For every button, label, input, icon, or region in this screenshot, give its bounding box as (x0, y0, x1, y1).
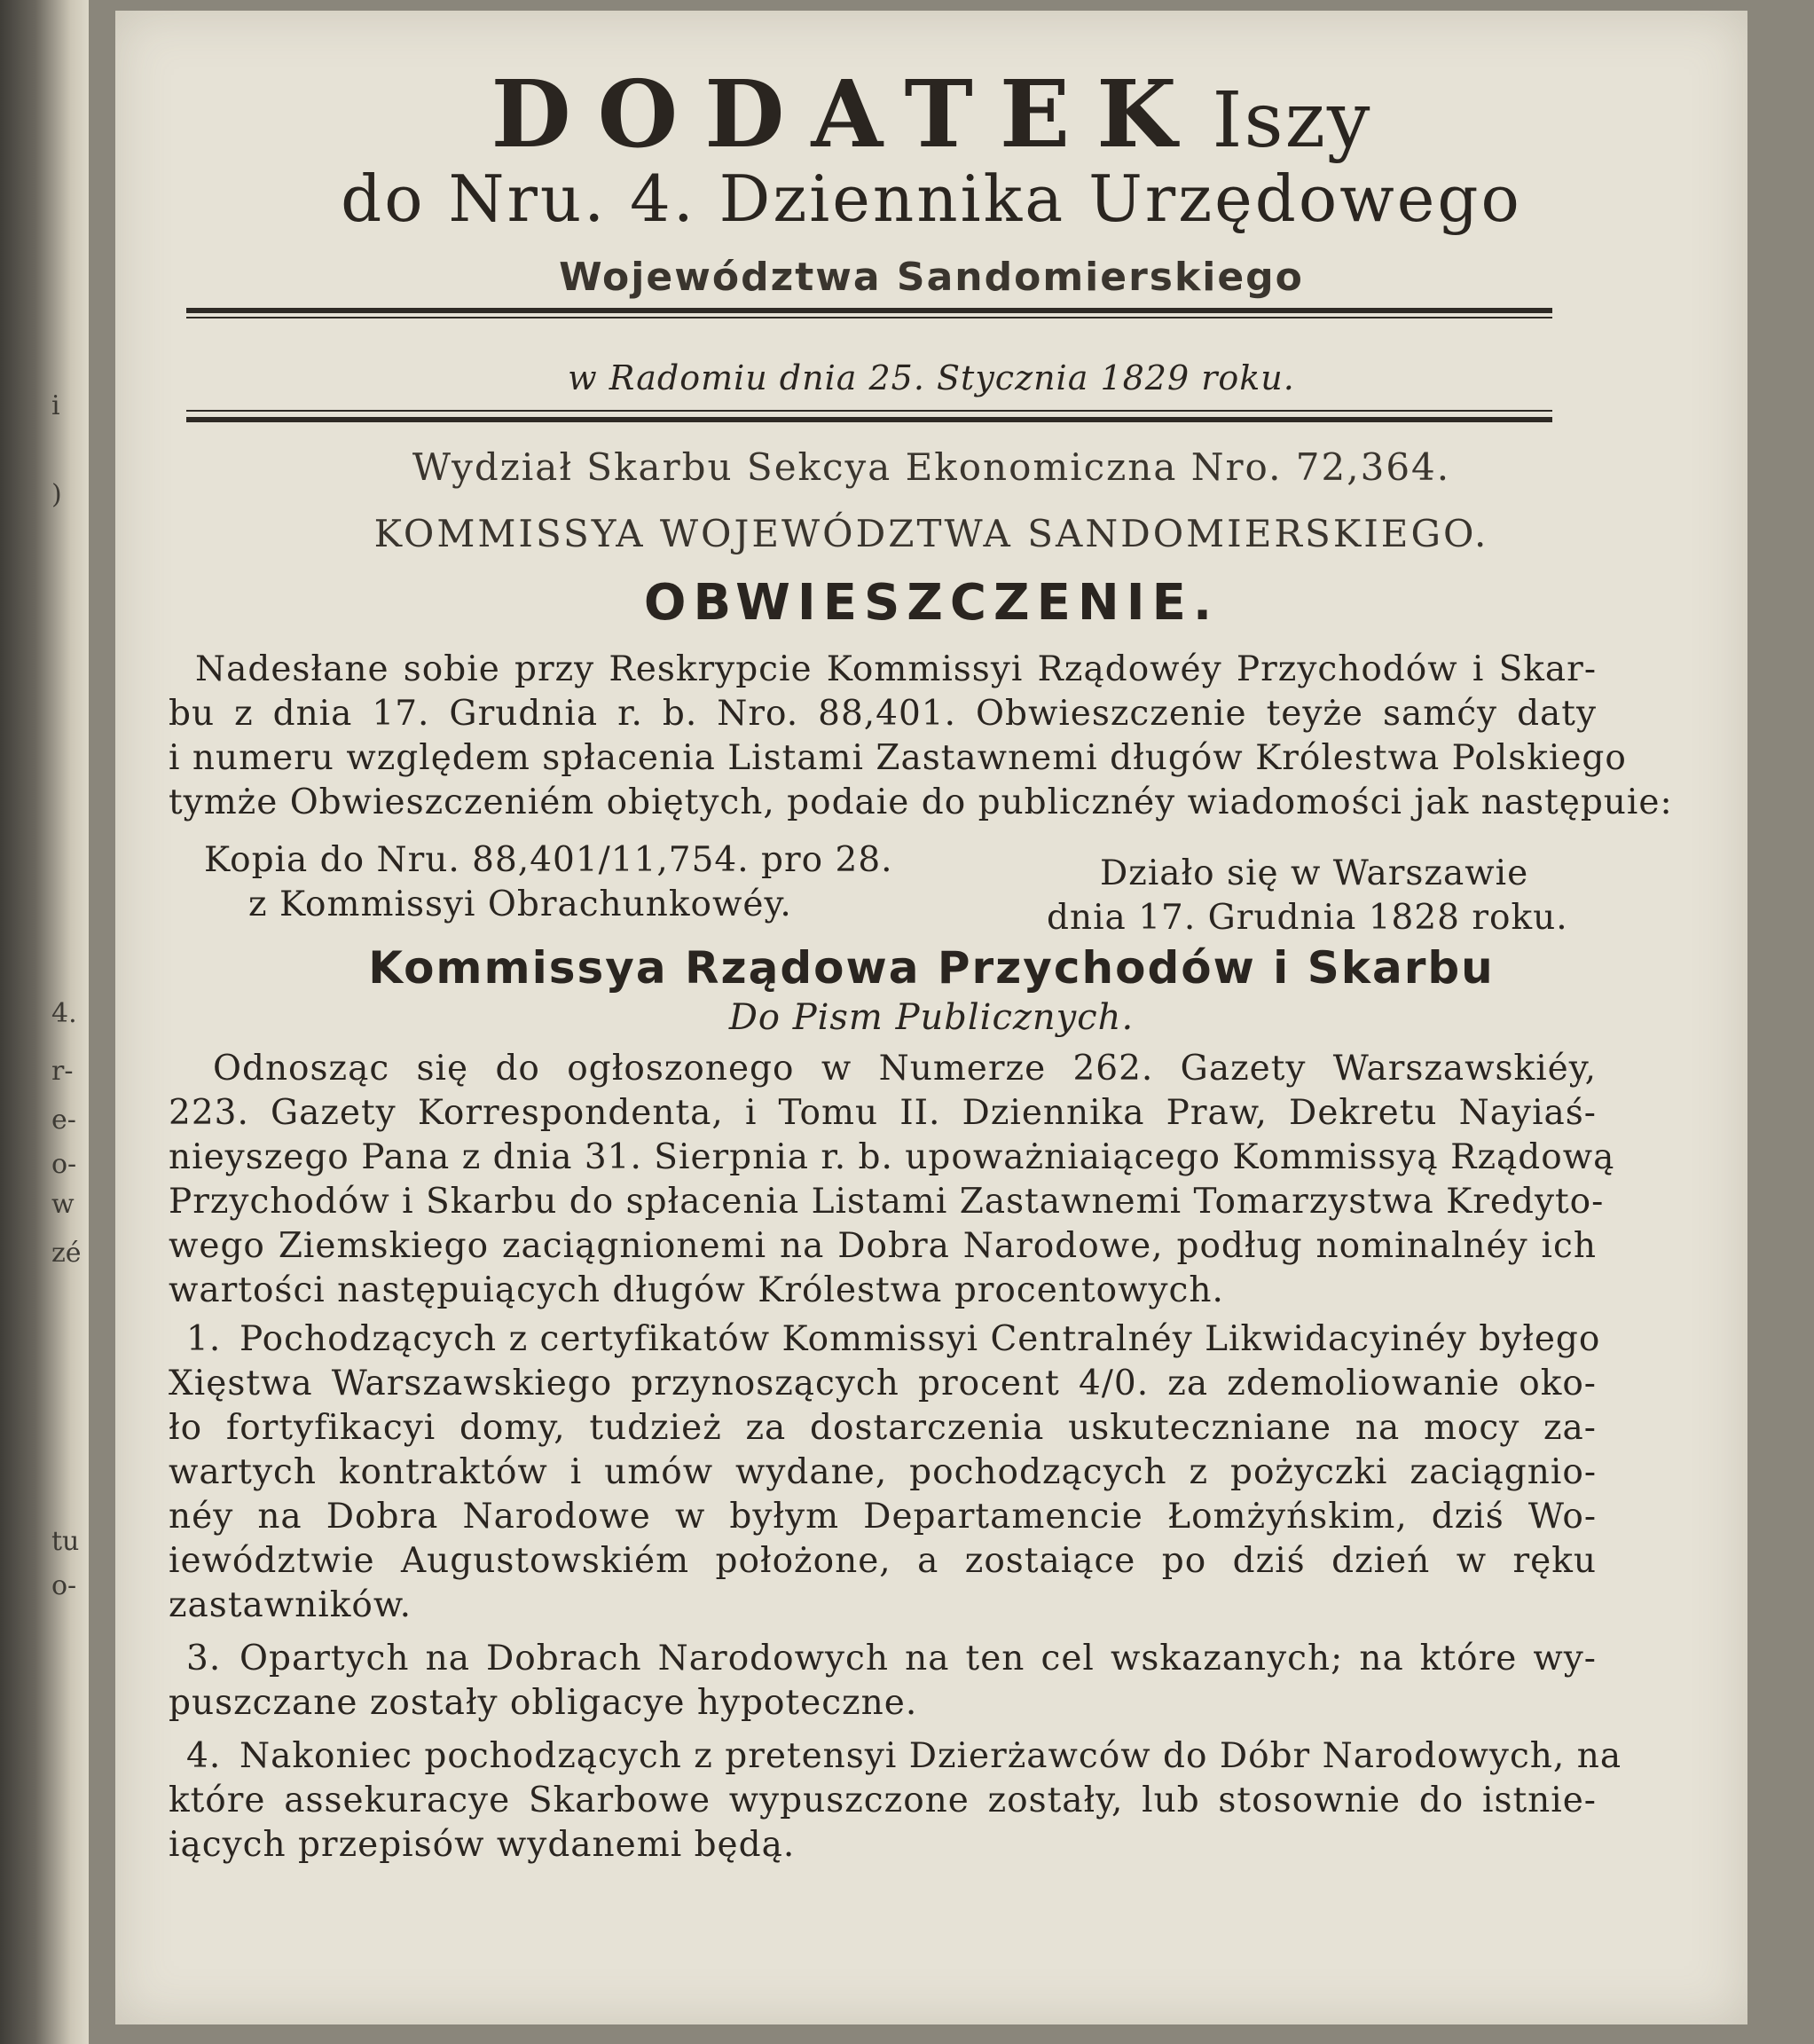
main-paragraph-line: nieyszego Pana z dnia 31. Sierpnia r. b. upoważniaiącego Kommissyą Rządową (169, 1137, 1615, 1177)
item-line: które assekuracye Skarbowe wypuszczone zostały, lub stosownie do istnie- (169, 1781, 1597, 1820)
gutter-fragment: e- (51, 1105, 76, 1136)
intro-line: tymże Obwieszczeniém obiętych, podaie do publicznéy wiadomości jak następuie: (169, 782, 1673, 822)
copy-date: dnia 17. Grudnia 1828 roku. (1047, 898, 1568, 938)
document-page (115, 11, 1747, 2024)
main-paragraph-line: Odnosząc się do ogłoszonego w Numerze 262. Gazety Warszawskiéy, (213, 1049, 1597, 1089)
intro-line: bu z dnia 17. Grudnia r. b. Nro. 88,401. Obwieszczenie teyże samćy daty (169, 694, 1597, 734)
item-line: Nakoniec pochodzących z pretensyi Dzierżawców do Dóbr Narodowych, na (240, 1736, 1622, 1776)
gutter-fragment: ) (51, 479, 62, 510)
notice-heading: OBWIESZCZENIE. (643, 574, 1220, 632)
item-line: iących przepisów wydanemi będą. (169, 1825, 796, 1865)
item-line: ło fortyfikacyi domy, tudzież za dostarczenia uskuteczniane na mocy za- (169, 1408, 1597, 1448)
intro-line: i numeru względem spłacenia Listami Zastawnemi długów Królestwa Polskiego (169, 738, 1627, 778)
item-line: iewództwie Augustowskiém położone, a zostaiące po dziś dzień w ręku (169, 1541, 1597, 1581)
commission-subheading: Do Pism Publicznych. (728, 997, 1135, 1038)
copy-place: Działo się w Warszawie (1100, 853, 1529, 893)
main-paragraph-line: 223. Gazety Korrespondenta, i Tomu II. Dziennika Praw, Dekretu Nayiaś- (169, 1093, 1597, 1133)
gutter-fragment: o- (51, 1570, 77, 1601)
gutter-fragment: 4. (51, 998, 77, 1029)
document-region: Województwa Sandomierskiego (559, 255, 1304, 300)
item-line: Xięstwa Warszawskiego przynoszących procent 4/0. za zdemoliowanie oko- (169, 1364, 1597, 1403)
gutter-fragment: r- (51, 1056, 74, 1087)
binding-gutter (0, 0, 89, 2044)
document-title: DODATEK Iszy (491, 59, 1372, 169)
gutter-fragment: w (51, 1189, 75, 1220)
gutter-fragment: tu (51, 1526, 80, 1557)
header-rule-top-thin (186, 317, 1552, 318)
copy-reference: Kopia do Nru. 88,401/11,754. pro 28. (204, 840, 893, 880)
title-suffix: Iszy (1212, 76, 1372, 165)
item-line: néy na Dobra Narodowe w byłym Departamencie Łomżyńskim, dziś Wo- (169, 1497, 1597, 1537)
main-paragraph-line: wartości następuiących długów Królestwa procentowych. (169, 1270, 1224, 1310)
gutter-fragment: zé (51, 1238, 82, 1269)
item-number: 1. (186, 1319, 222, 1359)
header-rule-bottom (186, 417, 1552, 422)
authority-line: KOMMISSYA WOJEWÓDZTWA SANDOMIERSKIEGO. (373, 512, 1489, 555)
item-number: 4. (186, 1736, 222, 1776)
commission-heading: Kommissya Rządowa Przychodów i Skarbu (368, 942, 1495, 994)
main-paragraph-line: Przychodów i Skarbu do spłacenia Listami Zastawnemi Tomarzystwa Kredyto- (169, 1182, 1605, 1222)
item-line: wartych kontraktów i umów wydane, pochodzących z pożyczki zaciągnio- (169, 1452, 1597, 1492)
header-rule-top (186, 308, 1552, 313)
dateline: w Radomiu dnia 25. Stycznia 1829 roku. (568, 358, 1295, 397)
item-number: 3. (186, 1639, 222, 1678)
department-line: Wydział Skarbu Sekcya Ekonomiczna Nro. 72,364. (412, 445, 1451, 489)
document-subtitle: do Nru. 4. Dziennika Urzędowego (341, 161, 1522, 236)
item-line: Opartych na Dobrach Narodowych na ten cel wskazanych; na które wy- (240, 1639, 1597, 1678)
intro-line: Nadesłane sobie przy Reskrypcie Kommissyi Rządowéy Przychodów i Skar- (195, 649, 1597, 689)
item-line: Pochodzących z certyfikatów Kommissyi Centralnéy Likwidacyinéy byłego (240, 1319, 1601, 1359)
header-rule-bottom-thin (186, 410, 1552, 412)
copy-source: z Kommissyi Obrachunkowéy. (248, 884, 792, 924)
main-paragraph-line: wego Ziemskiego zaciągnionemi na Dobra Narodowe, podług nominalnéy ich (169, 1226, 1597, 1266)
gutter-fragment: i (51, 390, 60, 421)
item-line: zastawników. (169, 1585, 412, 1625)
item-line: puszczane zostały obligacye hypoteczne. (169, 1683, 918, 1723)
gutter-fragment: o- (51, 1149, 77, 1180)
